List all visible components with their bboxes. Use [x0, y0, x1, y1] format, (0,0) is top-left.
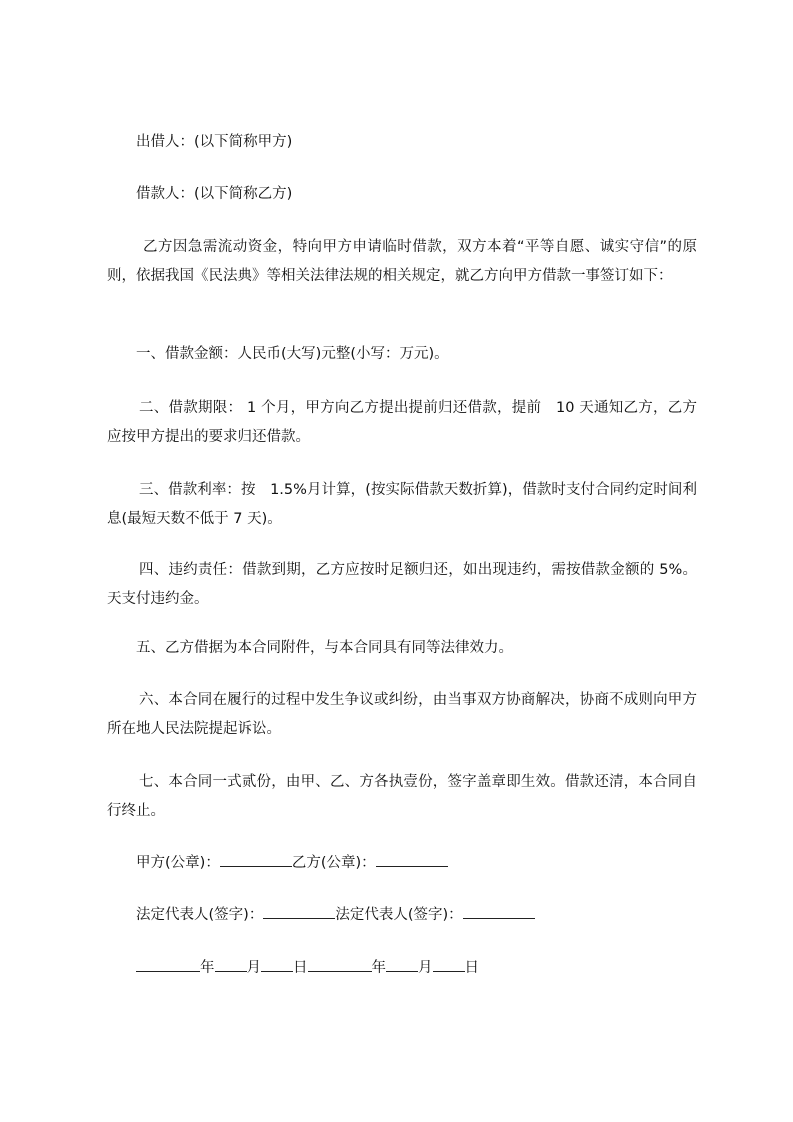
clause-2: 二、借款期限： 1 个月，甲方向乙方提出提前归还借款，提前 10 天通知乙方，乙方应按甲方提出的要求归还借款。 [107, 400, 697, 445]
clause-1: 一、借款金额：人民币(大写)元整(小写：万元)。 [136, 346, 449, 362]
party-a-seal-label: 甲方(公章)： [136, 855, 220, 871]
clause-7: 七、本合同一式贰份，由甲、乙、方各执壹份，签字盖章即生效。借款还清，本合同自行终止。 [107, 774, 697, 819]
clause-4: 四、违约责任：借款到期，乙方应按时足额归还，如出现违约，需按借款金额的 5%。天支付违约金。 [107, 562, 697, 607]
intro-paragraph: 乙方因急需流动资金，特向甲方申请临时借款，双方本着“平等自愿、诚实守信”的原则，依据我国《民法典》等相关法律法规的相关规定，就乙方向甲方借款一事签订如下： [107, 239, 697, 284]
date-line [136, 957, 479, 978]
party-b-seal-blank[interactable] [376, 852, 448, 867]
date-b-day-label: 日 [464, 960, 479, 976]
date-b-day-blank[interactable] [433, 957, 465, 972]
rep-a-signature-blank[interactable] [263, 904, 335, 919]
date-b-year-label: 年 [371, 960, 386, 976]
representative-line [136, 904, 535, 925]
date-a-year-label: 年 [200, 960, 215, 976]
party-b-seal-label: 乙方(公章)： [291, 855, 376, 871]
seal-line [136, 852, 448, 873]
date-a-day-blank[interactable] [261, 957, 293, 972]
clause-3: 三、借款利率：按 1.5%月计算，(按实际借款天数折算)，借款时支付合同约定时间利息(最短天数不低于 7 天)。 [107, 482, 697, 527]
borrower-line: 借款人：(以下简称乙方) [136, 186, 293, 202]
date-b-year-blank[interactable] [308, 957, 372, 972]
clause-5: 五、乙方借据为本合同附件，与本合同具有同等法律效力。 [136, 640, 513, 656]
rep-a-label: 法定代表人(签字)： [136, 907, 264, 923]
date-a-month-label: 月 [246, 960, 261, 976]
date-b-month-label: 月 [418, 960, 433, 976]
clause-6: 六、本合同在履行的过程中发生争议或纠纷，由当事双方协商解决，协商不成则向甲方所在地人民法院提起诉讼。 [107, 692, 697, 737]
date-a-year-blank[interactable] [136, 957, 200, 972]
party-a-seal-blank[interactable] [220, 852, 292, 867]
date-a-month-blank[interactable] [215, 957, 247, 972]
rep-b-signature-blank[interactable] [463, 904, 535, 919]
rep-b-label: 法定代表人(签字)： [335, 907, 463, 923]
date-a-day-label: 日 [293, 960, 308, 976]
date-b-month-blank[interactable] [386, 957, 418, 972]
lender-line: 出借人：(以下简称甲方) [136, 134, 293, 150]
